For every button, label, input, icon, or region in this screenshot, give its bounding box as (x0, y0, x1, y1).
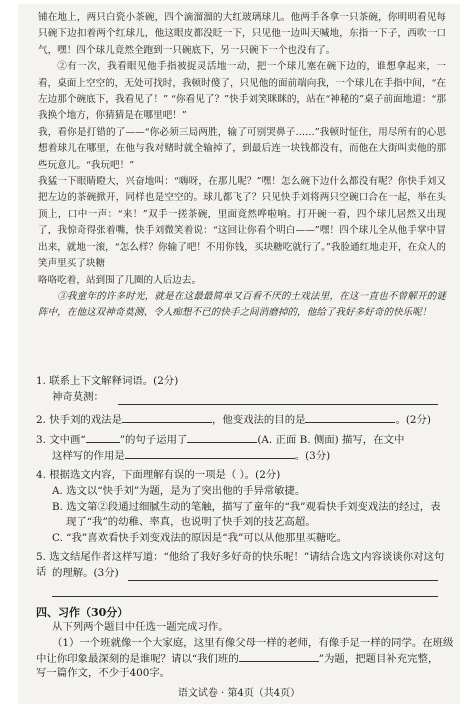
question-text: 中让你印象最深刻的是谁呢？请以“我们班的 (36, 653, 239, 665)
word-label: 神奇莫测： (52, 391, 104, 403)
passage-paragraph-2: ②有一次，我看眼见他手指被捉灵活地一动，把一个球儿塞在碗下边的，谁想拿起来，一看，桌面上空空的，无处可找时，我顿时傻了，只见他的面前端向我，一个球儿在手指中间，“在左边那个碗底下，我看见了！” “你看见了？”快手刘笑眯眯的，站在“神秘的”桌子前面地道：“那我换个地方，你猜猜是在哪里吧！” (38, 61, 446, 122)
question-text: 文中画“ (49, 434, 86, 446)
page-footer: 语文试卷 · 第4页（共4页） (177, 688, 301, 699)
topic-1-line3: 写一篇作文，不少于400字。 (36, 667, 171, 679)
answer-line[interactable] (128, 580, 438, 581)
topic-1-line1: （1）一个班就像一个大家庭，这里有像父母一样的老师，有像手足一样的同学。在班级 (52, 637, 454, 649)
question-4 (36, 468, 450, 483)
question-text: (A. 正面 B. 侧面) 描写，在文中 (257, 434, 405, 446)
passage-paragraph-2d: 咯咯吃着，站到围了几圈的人后边去。 (38, 274, 202, 286)
topic-1-line2 (36, 651, 450, 667)
passage-paragraph-1: 铺在地上，两只白瓷小茶碗，四个滴溜溜的大红玻璃球儿。他两手各拿一只茶碗，你明明看见每只碗下边扣着两个红球儿，他这眼皮都没眨一下，只见他一边叫天喊地，东指一下子，西吹一口气，嘿！四个球儿竟然全跑到一只碗底下，另一只碗下一个也没有了。 (38, 12, 446, 56)
passage-paragraph-3: ③我童年的许多时光，就是在这最最简单又百看不厌的土戏法里，在这一直也不曾解开的谜阵中，在他这双神奇莫测、令人痴想不已的快手之间消磨掉的，他给了我好多好奇的快乐呢！ (38, 290, 446, 319)
question-text: 根据选文内容，下面理解有误的一项是（ ）。(2分) (49, 469, 281, 481)
question-number: 2. (36, 414, 46, 426)
question-text: 选文结尾作者这样写道：“他给了我好多好奇的快乐呢！”请结合选文内容谈谈你对这句话 (36, 551, 445, 578)
option-a: A. 选文以“快手刘”为题，是为了突出他的手异常敏捷。 (52, 485, 306, 497)
option-c: C. “我”喜欢看快手刘变戏法的原因是“我”可以从他那里买糖吃。 (52, 532, 348, 544)
question-number: 4. (36, 469, 46, 481)
section-intro: 从下列两个题目中任选一题完成习作。 (52, 621, 229, 633)
question-1 (36, 374, 450, 389)
answer-blank[interactable] (125, 448, 295, 459)
title-blank[interactable] (239, 651, 319, 662)
section-heading: 四、习作（30分） (36, 606, 129, 619)
exam-page (18, 4, 460, 704)
question-3-line2 (52, 448, 452, 464)
question-number: 3. (36, 434, 46, 446)
question-text: 这样写的作用是 (52, 450, 125, 462)
question-text: 的理解。(3分) (52, 567, 119, 579)
passage-paragraph-2b: 我，看你是打错的了——“你必须三局两胜，输了可别哭鼻子……”我顿时怔住，用尽所有的心思想着球儿在哪里，在他与我对赌时就全输掉了，到最后连一块钱都没有，而他在大街叫卖他的那些玩意儿。“我玩吧！” (38, 126, 446, 171)
question-text: 快手刘的戏法是 (49, 414, 122, 426)
question-1-subitem (52, 390, 452, 405)
answer-line[interactable] (52, 596, 438, 597)
answer-blank[interactable] (86, 432, 120, 443)
question-text: ”为题，把题目补充完整， (318, 653, 439, 665)
question-3 (36, 432, 450, 448)
answer-blank[interactable] (305, 412, 395, 423)
answer-line[interactable] (118, 404, 438, 405)
question-text: 联系上下文解释词语。(2分) (49, 375, 179, 387)
reading-passage (38, 10, 446, 322)
question-2 (36, 412, 450, 428)
question-number: 1. (36, 375, 46, 387)
passage-paragraph-2c: 我猛一下眼睛瞪大，兴奋地叫：“嗨呀，在那儿呢？”嘿！怎么碗下边什么都没有呢？你快手刘又把左边的茶碗掀开，同样也是空空的。球儿都飞了？只见快手刘将两只空碗口合在一起，举在头顶上，口中一声：“来！”双手一搓茶碗，里面竟然哗啦响。打开碗一看，四个球儿居然又出现了，我惊奇得张着嘴，快手刘微笑着说：“这回让你看个明白——”嘿！四个球儿全从他手掌中冒出来，就地一滚，“怎么样？你输了吧！不用你钱，买块糖吃就行了。”我脸通红地走开，在众人的笑声里买了块糖 (38, 176, 446, 270)
question-text: ，他变戏法的目的是 (211, 414, 306, 426)
answer-blank[interactable] (187, 432, 257, 443)
question-5-line2 (52, 566, 452, 581)
question-text: ”的句子运用了 (119, 434, 188, 446)
question-number: 5. (36, 551, 46, 563)
question-text: 。(2分) (395, 414, 431, 426)
option-b: B. 选文第②段通过细腻生动的笔触，描写了童年的“我”观看快手刘变戏法的经过，表 (52, 501, 441, 513)
option-b-continued: 现了“我”的幼稚、率真，也说明了快手刘的技艺高超。 (66, 516, 316, 528)
answer-blank[interactable] (122, 412, 212, 423)
question-text: 。(3分) (294, 450, 331, 462)
